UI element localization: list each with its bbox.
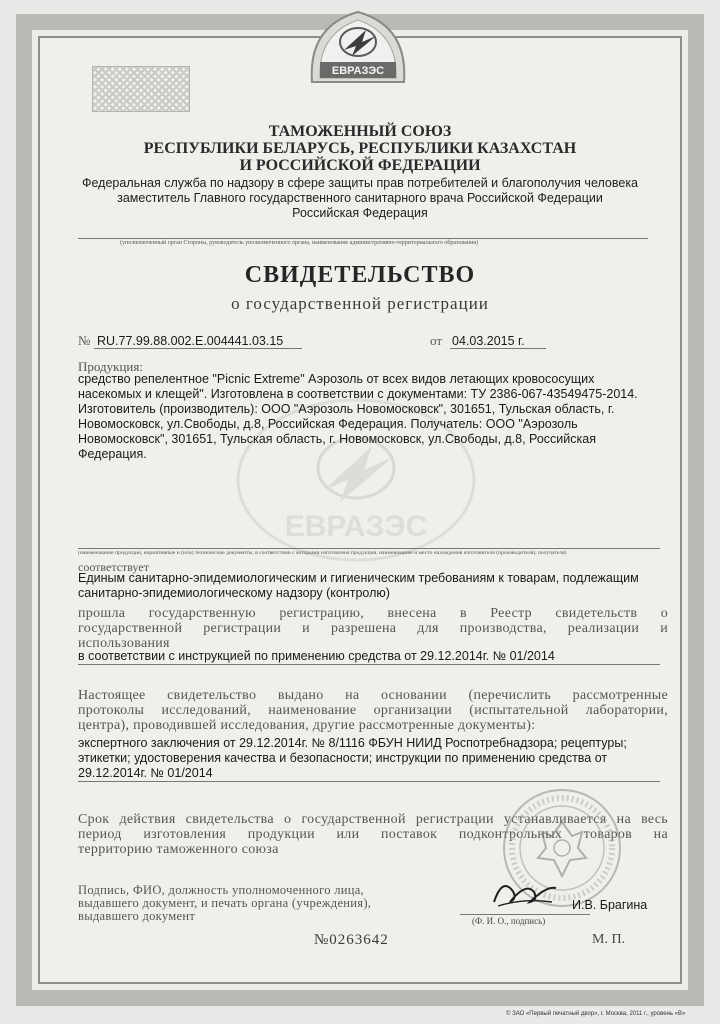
product-line: Федерация. xyxy=(78,447,147,461)
registration-number: RU.77.99.88.002.E.004441.03.15 xyxy=(97,334,284,348)
conformity-text xyxy=(78,571,668,601)
document-title: СВИДЕТЕЛЬСТВО xyxy=(244,262,476,288)
basis-documents xyxy=(78,736,668,781)
product-line: Новомосковск, ул.Свободы, д.8, Российская Федерация. Получатель: ООО "Аэрозоль xyxy=(78,417,578,431)
conformity-label: соответствует xyxy=(78,560,149,574)
basis-document-line: 29.12.2014г. № 01/2014 xyxy=(78,766,213,780)
date-label: от xyxy=(430,333,443,348)
usage-instruction: в соответствии с инструкцией по применению средства от 29.12.2014г. № 01/2014 xyxy=(78,649,555,663)
product-line: Изготовитель (производитель): ООО "Аэрозоль Новомосковск", 301651, Тульская область, г. xyxy=(78,402,615,416)
basis-document-line: этикетки; удостоверения качества и безопасности; инструкции по применению средства от xyxy=(78,751,608,765)
emblem-text: ЕВРАЗЭС xyxy=(331,65,385,77)
service-line1: Федеральная служба по надзору в сфере защиты прав потребителей и благополучия человека xyxy=(81,176,639,190)
document-subtitle: о государственной регистрации xyxy=(231,294,489,313)
product-caption: (наименование продукции, нормативные и (или) технические документы, в соответствии с которыми изготовлена продукция, наименование и место нахождения изготовителя (производителя), получателя) xyxy=(78,550,567,556)
seal-place-label: М. П. xyxy=(592,932,626,947)
union-title-line3: И РОССИЙСКОЙ ФЕДЕРАЦИИ xyxy=(239,157,481,174)
number-rule xyxy=(94,348,302,349)
signatory-name: И.В. Брагина xyxy=(572,898,648,912)
authority-rule xyxy=(78,238,648,239)
usage-rule xyxy=(78,664,660,665)
form-number: №0263642 xyxy=(314,932,389,948)
basis-line1: Настоящее свидетельство выдано на основании (перечислить рассмотренные xyxy=(78,688,668,703)
number-label: № xyxy=(78,333,91,348)
product-line: средство репелентное "Picnic Extreme" Аэрозоль от всех видов летающих кровососущих xyxy=(78,372,595,386)
validity-line1: Срок действия свидетельства о государственной регистрации устанавливается на весь xyxy=(78,812,668,827)
watermark-text: ЕВРАЗЭС xyxy=(284,510,428,543)
registration-statement-line2: государственной регистрации и разрешена для производства, реализации и xyxy=(78,621,668,636)
printer-footer: © ЗАО «Первый печатный двор», г. Москва, 2011 г., уровень «В» xyxy=(506,1011,686,1017)
signature-label-line: выдавшего документ xyxy=(78,909,196,923)
union-title-line1: ТАМОЖЕННЫЙ СОЮЗ xyxy=(268,123,452,140)
conformity-line: Единым санитарно-эпидемиологическим и гигиеническим требованиям к товарам, подлежащим xyxy=(78,571,639,585)
authority-caption: (уполномоченный орган Стороны, руководитель уполномоченного органа, наименование административно-территориального образования) xyxy=(120,240,478,246)
validity-line2: период изготовления продукции или поставок подконтрольных товаров на xyxy=(78,827,668,842)
service-line2: заместитель Главного государственного санитарного врача Российской Федерации xyxy=(117,191,603,205)
basis-document-line: экспертного заключения от 29.12.2014г. № 8/1116 ФБУН НИИД Роспотребнадзора; рецептуры; xyxy=(78,736,627,750)
product-description xyxy=(78,372,668,462)
basis-rule xyxy=(78,781,660,782)
signature-label-line: выдавшего документ, и печать органа (учреждения), xyxy=(78,896,372,910)
signature-block xyxy=(78,884,371,923)
basis-line2: протоколы исследований, наименование организации (испытательной лаборатории, xyxy=(78,703,668,718)
product-rule xyxy=(78,548,660,549)
registration-statement-line3: использования xyxy=(78,636,170,651)
validity-line3: территорию таможенного союза xyxy=(78,842,279,857)
conformity-line: санитарно-эпидемиологическому надзору (контролю) xyxy=(78,586,390,600)
fio-caption: (Ф. И. О., подпись) xyxy=(472,916,546,926)
security-pattern xyxy=(92,66,190,112)
product-label: Продукция: xyxy=(78,359,143,374)
service-line3: Российская Федерация xyxy=(292,206,428,220)
signature-label-line: Подпись, ФИО, должность уполномоченного лица, xyxy=(78,883,364,897)
union-title-line2: РЕСПУБЛИКИ БЕЛАРУСЬ, РЕСПУБЛИКИ КАЗАХСТАН xyxy=(143,140,577,157)
handwritten-signature xyxy=(490,872,560,912)
signature-rule xyxy=(460,914,590,915)
basis-line3: центра), проводившей исследования, другие рассмотренные документы): xyxy=(78,718,536,733)
registration-date: 04.03.2015 г. xyxy=(452,334,525,348)
eurasec-emblem xyxy=(304,6,412,88)
product-line: Новомосковск", 301651, Тульская область, г. Новомосковск, ул.Свободы, д.8, Российская xyxy=(78,432,596,446)
date-rule xyxy=(450,348,546,349)
product-line: насекомых и клещей". Изготовлена в соответствии с документами: ТУ 2386-067-43549475-2014. xyxy=(78,387,638,401)
registration-statement-line1: прошла государственную регистрацию, внесена в Реестр свидетельств о xyxy=(78,606,668,621)
